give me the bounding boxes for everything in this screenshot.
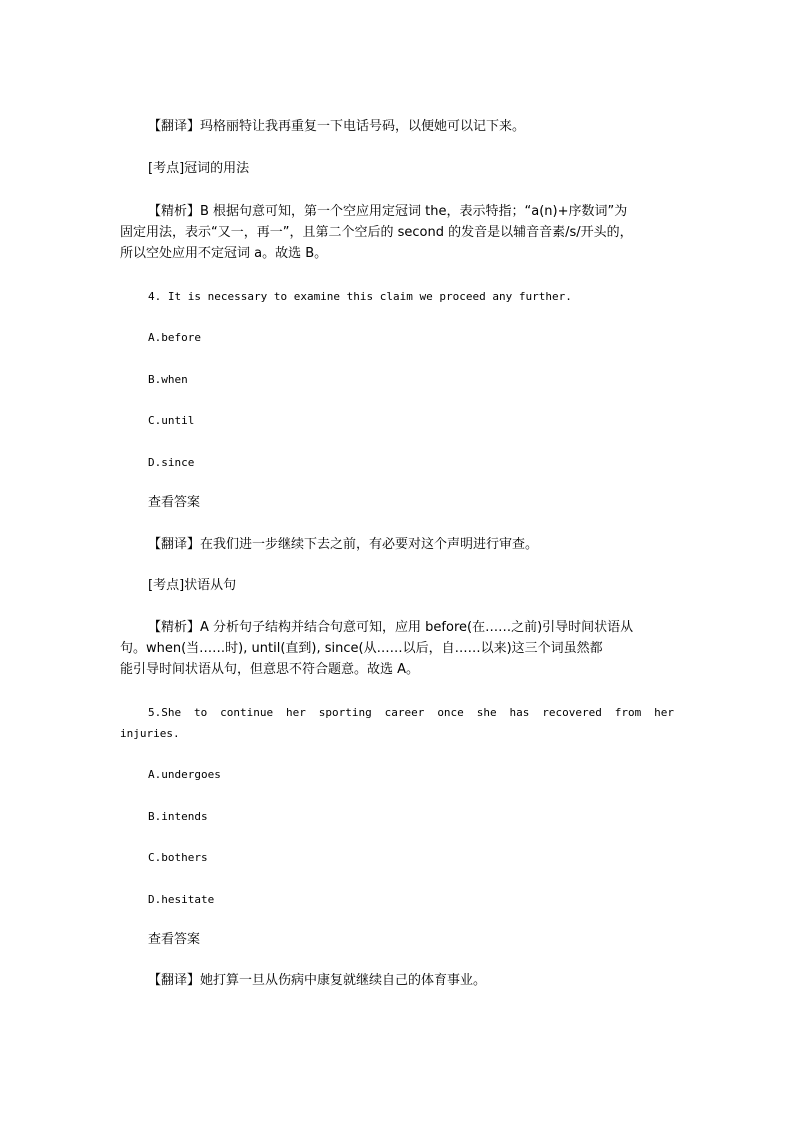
q3-analysis-line-1: 【精析】B 根据句意可知，第一个空应用定冠词 the，表示特指；“a(n)+序数词”为 <box>148 204 628 219</box>
q4-question: 4. It is necessary to examine this claim we proceed any further. <box>148 290 572 303</box>
q4-exam-point: [考点]状语从句 <box>148 578 237 593</box>
q5-word: she <box>476 706 497 719</box>
q5-word: to <box>194 706 208 719</box>
q4-view-answer-link[interactable]: 查看答案 <box>148 495 201 510</box>
q5-word: recovered <box>542 706 602 719</box>
q4-option-b[interactable]: B.when <box>148 373 188 386</box>
q3-translation: 【翻译】玛格丽特让我再重复一下电话号码，以便她可以记下来。 <box>148 119 526 134</box>
q5-question-line-2: injuries. <box>120 727 180 740</box>
q5-word: has <box>509 706 530 719</box>
q5-word: her <box>286 706 306 719</box>
q5-translation: 【翻译】她打算一旦从伤病中康复就继续自己的体育事业。 <box>148 973 487 988</box>
q5-word: continue <box>220 706 274 719</box>
q5-view-answer-link[interactable]: 查看答案 <box>148 932 201 947</box>
q4-option-c[interactable]: C.until <box>148 414 195 427</box>
q5-option-b[interactable]: B.intends <box>148 810 208 823</box>
q4-translation: 【翻译】在我们进一步继续下去之前，有必要对这个声明进行审查。 <box>148 537 539 552</box>
q5-word: once <box>437 706 464 719</box>
q5-word: 5.She <box>148 706 182 719</box>
q5-option-d[interactable]: D.hesitate <box>148 893 215 906</box>
q4-option-d[interactable]: D.since <box>148 456 195 469</box>
q4-option-a[interactable]: A.before <box>148 331 201 344</box>
q3-analysis-line-2: 固定用法，表示“又一，再一”，且第二个空后的 second 的发音是以辅音音素/s/开头的， <box>120 225 633 240</box>
q5-option-c[interactable]: C.bothers <box>148 851 208 864</box>
q4-analysis-line-3: 能引导时间状语从句，但意思不符合题意。故选 A。 <box>120 662 420 677</box>
q5-question-line-1 <box>148 704 674 722</box>
q3-exam-point: [考点]冠词的用法 <box>148 161 250 176</box>
q3-analysis-line-3: 所以空处应用不定冠词 a。故选 B。 <box>120 246 328 261</box>
q5-word: sporting <box>318 706 372 719</box>
q5-word: career <box>384 706 425 719</box>
q5-word: her <box>654 706 674 719</box>
q5-option-a[interactable]: A.undergoes <box>148 768 221 781</box>
q5-word: from <box>614 706 642 719</box>
q4-analysis-line-1: 【精析】A 分析句子结构并结合句意可知，应用 before(在……之前)引导时间状语从 <box>148 620 634 635</box>
q4-analysis-line-2: 句。when(当……时), until(直到), since(从……以后，自……以来)这三个词虽然都 <box>120 641 603 656</box>
